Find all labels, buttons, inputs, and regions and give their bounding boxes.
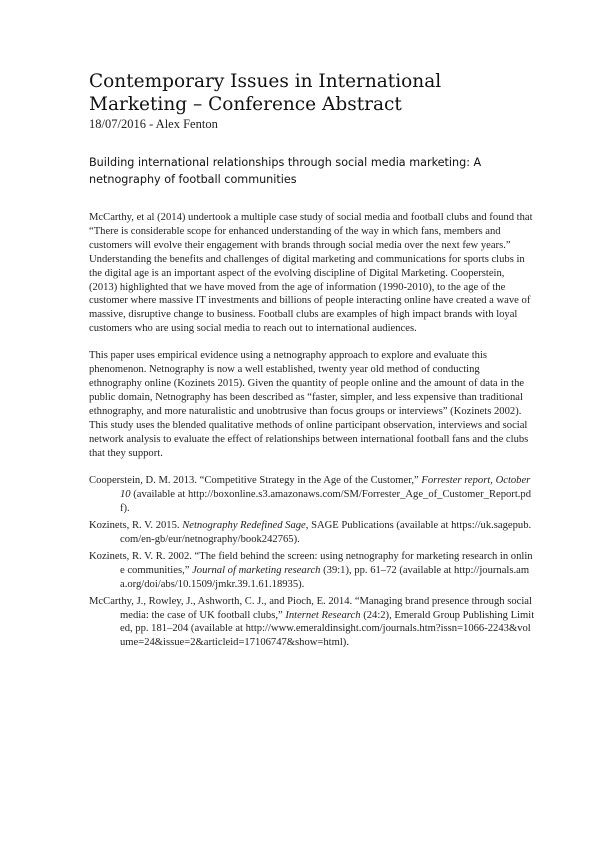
date-author: 18/07/2016 - Alex Fenton [89,117,218,131]
reference-item: Kozinets, R. V. 2015. Netnography Redefined Sage, SAGE Publications (available at https://uk.sagepub.com/en-gb/eur/netnography/book242765). [89,520,532,546]
reference-list [89,474,535,650]
document-title [89,70,535,116]
reference-item: McCarthy, J., Rowley, J., Ashworth, C. J., and Pioch, E. 2014. “Managing brand presence through social media: the case of UK football clubs,” Internet Research (24:2), Emerald Group Publishing Limited, pp. 181–204 (available at http://www.emeraldinsight.com/journals.htm?issn=1066-2243&volume=24&issue=2&articleid=17106747&show=html). [89,595,535,649]
paper-subtitle: Building international relationships through social media marketing: A netnography of football communities [89,156,482,186]
reference-item: Kozinets, R. V. R. 2002. “The field behind the screen: using netnography for marketing research in online communities,” Journal of marketing research (39:1), pp. 61–72 (available at http://journals.ama.org/doi/abs/10.1509/jmkr.39.1.61.18935). [89,550,533,590]
title-line-1: Contemporary Issues in International [89,71,442,92]
reference-item: Cooperstein, D. M. 2013. “Competitive Strategy in the Age of the Customer,” Forrester report, October10 (available at http://boxonline.s3.amazonaws.com/SM/Forrester_Age_of_Customer_Report.pdf). [89,475,532,515]
body-paragraph-1: McCarthy, et al (2014) undertook a multiple case study of social media and football clubs and found that “There is considerable scope for enhanced understanding of the way in which fans, members and customers will evolve their engagement with brands through social media over the next few years.” Understanding the benefits and challenges of digital marketing and communications for sports clubs in the digital age is an important aspect of the evolving discipline of Digital Marketing. Cooperstein, (2013) highlighted that we have moved from the age of information (1990-2010), to the age of the customer where massive IT investments and billions of people interacting online have created a wave of massive, disruptive change to business. Football clubs are examples of high impact brands with loyal customers who are using social media to reach out to international audiences. [89,212,533,335]
title-line-2: Marketing – Conference Abstract [89,94,402,115]
body-paragraph-2: This paper uses empirical evidence using a netnography approach to explore and evaluate this phenomenon. Netnography is now a well established, twenty year old method of conducting ethnography online (Kozinets 2015). Given the quantity of people online and the amount of data in the public domain, Netnography has been described as “faster, simpler, and less expensive than traditional ethnography, and more naturalistic and unobtrusive than focus groups or interviews” (Kozinets 2002). This study uses the blended qualitative methods of online participant observation, interviews and social network analysis to evaluate the effect of relationships between international football fans and the clubs that they support. [89,350,529,459]
